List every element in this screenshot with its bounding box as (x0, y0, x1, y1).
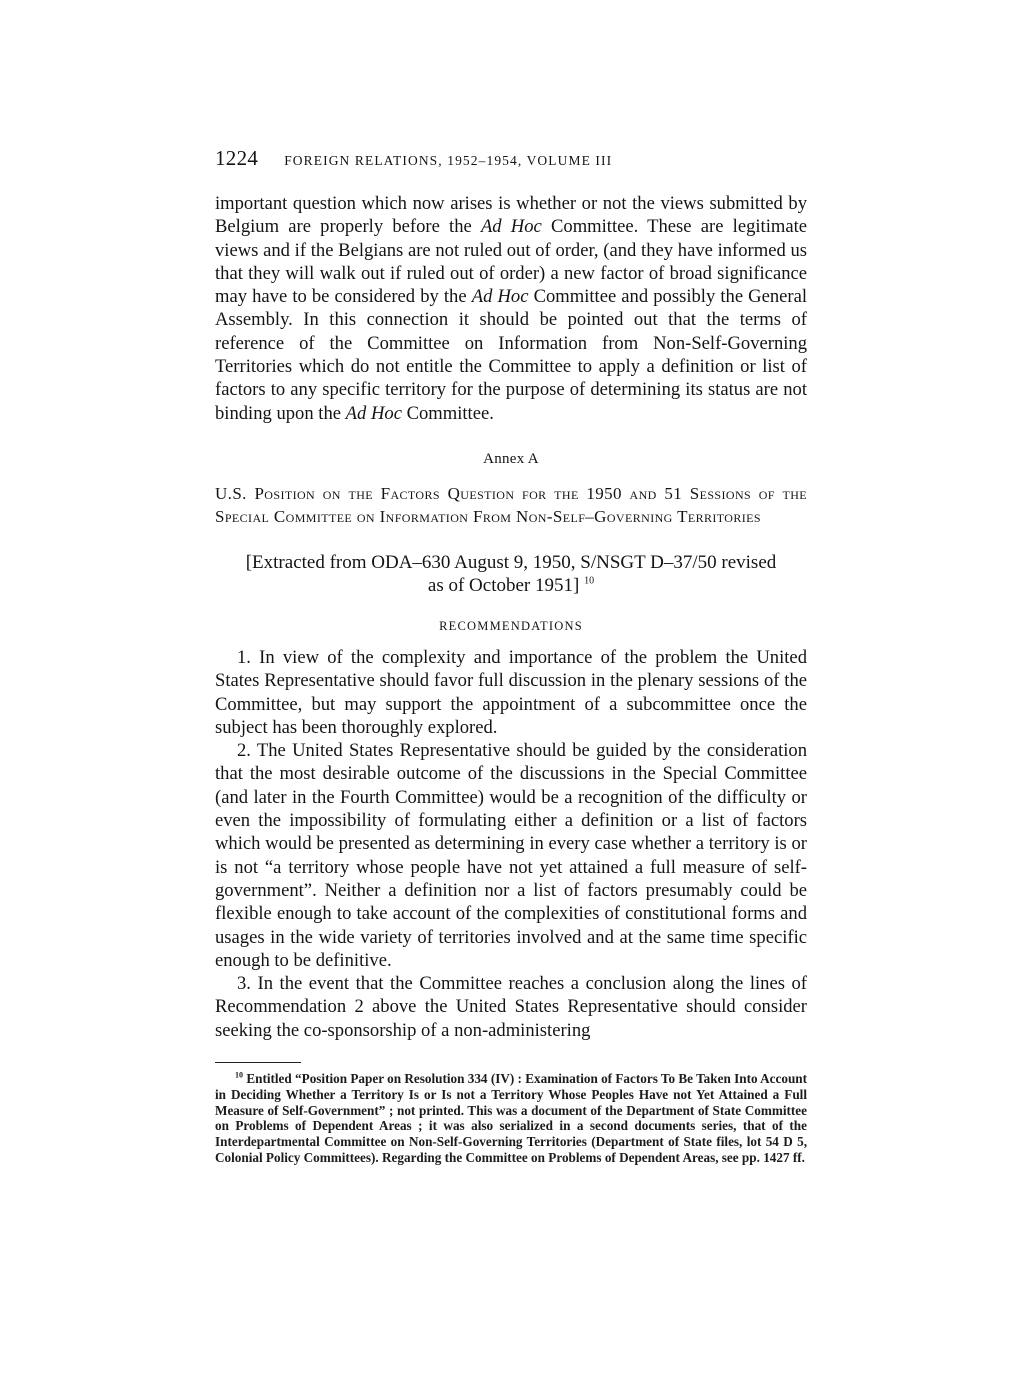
italic-ad-hoc: Ad Hoc (345, 402, 402, 424)
footnote-number: 10 (235, 1070, 243, 1080)
extract-line-2-text: as of October 1951] (427, 574, 580, 596)
recommendation-1: 1. In view of the complexity and importance of the problem the United States Representative should favor full discussion in the plenary sessions of the Committee, but may support the appointment of a subcommittee once the subject has been thoroughly explored. (215, 646, 807, 738)
running-header (215, 146, 807, 176)
body-paragraph-continued (215, 192, 807, 425)
recommendation-3: 3. In the event that the Committee reaches a conclusion along the lines of Recommendation 2 above the United States Representative should consider seeking the co-sponsorship of a non-administering (215, 973, 807, 1041)
document-page (215, 146, 807, 1166)
page-number: 1224 (215, 146, 259, 170)
footnote-reference: 10 (584, 575, 595, 587)
footnote-text: Entitled “Position Paper on Resolution 334 (IV) : Examination of Factors To Be Taken Into Account in Deciding Whether a Territory Is or Is not a Territory Whose Peoples Have not Yet Attained a Full Measure of Self-Government” ; not printed. This was a document of the Department of State Committee on Problems of Dependent Areas ; it was also serialized in a second documents series, that of the Interdepartmental Committee on Non-Self-Governing Territories (Department of State files, lot 54 D 5, Colonial Policy Committees). Regarding the Committee on Problems of Dependent Areas, see pp. 1427 ff. (215, 1071, 808, 1165)
italic-ad-hoc: Ad Hoc (480, 216, 542, 238)
footnote-10 (215, 1071, 807, 1166)
recommendations-heading: RECOMMENDATIONS (439, 618, 583, 633)
recommendation-2: 2. The United States Representative should be guided by the consideration that the most desirable outcome of the discussions in the Special Committee (and later in the Fourth Committee) would be a recognition of the difficulty or even the impossibility of formulating either a definition or a list of factors which would be presented as determining in every case whether a territory is or is not “a territory whose people have not yet attained a full measure of self-government”. Neither a definition nor a list of factors presumably could be flexible enough to take account of the complexities of constitutional forms and usages in the wide variety of territories involved and at the same time specific enough to be definitive. (215, 740, 807, 971)
running-title: FOREIGN RELATIONS, 1952–1954, VOLUME III (284, 153, 613, 168)
extract-line-2 (215, 574, 807, 597)
annex-title: U.S. Position on the Factors Question for the 1950 and 51 Sessions of the Special Committee on Information From Non-Self–Governing Territories (215, 483, 807, 527)
paragraph-text: Committee. These are legitimate views and if the Belgians are not ruled out of order, (and they have informed us that they will walk out if ruled out of order) a new factor of broad significance may have to be considered by the (215, 216, 807, 308)
paragraph-text: Committee. (401, 402, 494, 424)
annex-label: Annex A (483, 450, 539, 467)
italic-ad-hoc: Ad Hoc (471, 286, 529, 308)
footnote-divider (215, 1062, 301, 1063)
extract-note (215, 551, 807, 597)
paragraph-text: Committee and possibly the General Assembly. In this connection it should be pointed out that the terms of reference of the Committee on Information from Non-Self-Governing Territories which do not entitle the Committee to apply a definition or list of factors to any specific territory for the purpose of determining its status are not binding upon the (215, 286, 808, 424)
paragraph-text: important question which now arises is whether or not the views submitted by Belgium are properly before the (215, 193, 807, 238)
extract-line-1: [Extracted from ODA–630 August 9, 1950, S/NSGT D–37/50 revised (245, 551, 777, 573)
